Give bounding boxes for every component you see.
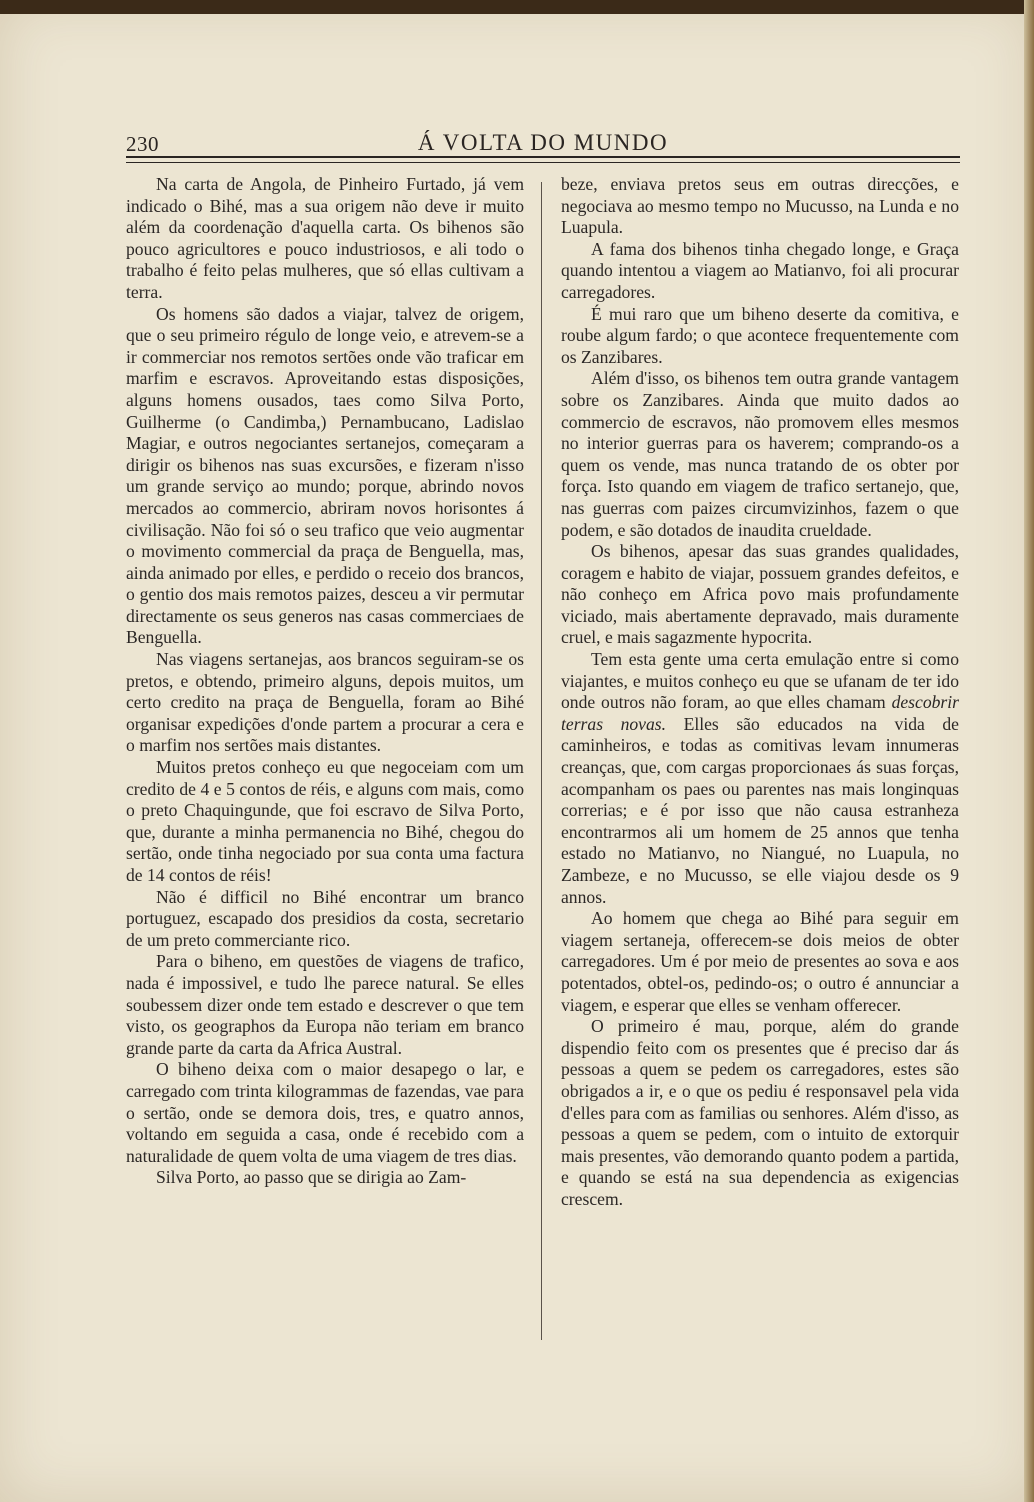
paragraph: Para o biheno, em questões de viagens de trafico, nada é impossivel, e tudo lhe parece natural. Se elles soubessem dizer onde tem estado e descrever o que tem visto, os geographos da Europa não teriam em branco grande parte da carta da Africa Austral. [126,951,524,1058]
paragraph: Muitos pretos conheço eu que negoceiam com um credito de 4 e 5 contos de réis, e alguns com mais, como o preto Chaquingunde, que foi escravo de Silva Porto, que, durante a minha permanencia no Bihé, chegou do sertão, onde tinha negociado por sua conta uma factura de 14 contos de réis! [126,757,524,885]
paragraph: Na carta de Angola, de Pinheiro Furtado, já vem indicado o Bihé, mas a sua origem não deve ir muito além da coordenação d'aquella carta. Os bihenos são pouco agricultores e pouco industriosos, e ali todo o trabalho é feito pelas mulheres, que só ellas cultivam a terra. [126,174,524,302]
running-title: Á VOLTA DO MUNDO [417,130,669,155]
page-header [126,128,960,158]
page-top-edge [0,0,1034,14]
header-rule-thin [126,162,960,163]
paragraph: O biheno deixa com o maior desapego o lar, e carregado com trinta kilogrammas de fazendas, vae para o sertão, onde se demora dois, tres, e quatro annos, voltando em seguida a casa, onde é recebido com a naturalidade de quem volta de uma viagem de tres dias. [126,1059,524,1166]
italic-phrase: descobrir terras novas. [561,692,959,734]
paragraph: O primeiro é mau, porque, além do grande dispendio feito com os presentes que é preciso dar ás pessoas a quem se pedem os carregadores, estes são obrigados a ir, e o que os pediu é responsavel pela vida d'elles para com as familias ou senhores. Além d'isso, as pessoas a quem se pedem, com o intuito de extorquir mais presentes, vão demorando quanto podem a partida, e quando se está na sua dependencia as exigencias crescem. [561,1016,959,1209]
text-run: Elles são educados na vida de caminheiros, e todas as comitivas levam innumeras creanças, que, com cargas proporcionaes ás suas forças, acompanham os paes ou parentes nas mais longinquas correrias; e é por isso que não causa estranheza encontrarmos ali um homem de 25 annos que tenha estado no Matianvo, no Niangué, no Luapula, no Zambeze, e no Mucusso, se elle viajou desde os 9 annos. [561,713,959,907]
paragraph: A fama dos bihenos tinha chegado longe, e Graça quando intentou a viagem ao Matianvo, foi ali procurar carregadores. [561,238,959,302]
paragraph: Ao homem que chega ao Bihé para seguir em viagem sertaneja, offerecem-se dois meios de obter carregadores. Um é por meio de presentes ao sova e aos potentados, obtel-os, pedindo-os; o outro é annunciar a viagem, e esperar que elles se venham offerecer. [561,908,959,1015]
left-column [126,174,524,1189]
column-divider [541,182,542,1340]
page-number: 230 [126,132,159,156]
right-column [561,174,959,1211]
page-right-edge [1024,0,1034,1502]
paragraph: Os homens são dados a viajar, talvez de origem, que o seu primeiro régulo de longe veio, e atrevem-se a ir commerciar nos remotos sertões onde vão traficar em marfim e escravos. Aproveitando estas disposições, alguns homens ousados, taes como Silva Porto, Guilherme (o Candimba,) Pernambucano, Ladislao Magiar, e outros negociantes sertanejos, começaram a dirigir os bihenos nas suas excursões, e fizeram n'isso um grande serviço ao mundo; porque, abrindo novos mercados ao commercio, abriram novos horisontes á civilisação. Não foi só o seu trafico que veio augmentar o movimento commercial da praça de Benguella, mas, ainda animado por elles, e perdido o receio dos brancos, o gentio dos mais remotos paizes, desceu a vir permutar directamente os seus generos nas casas commerciaes de Benguella. [126,303,524,648]
text-run: Tem esta gente uma certa emulação entre si como viajantes, e muitos conheço eu que se ufanam de ter ido onde outros não foram, ao que elles chamam [561,649,959,713]
header-rule-thick [126,156,960,158]
paragraph: Além d'isso, os bihenos tem outra grande vantagem sobre os Zanzibares. Ainda que muito dados ao commercio de escravos, não promovem elles mesmos no interior guerras para os haverem; comprando-os a quem os vende, mas nunca tratando de os obter por força. Isto quando em viagem de trafico sertanejo, que, nas guerras com paizes circumvizinhos, fazem o que podem, e são dotados de inaudita crueldade. [561,368,959,540]
paragraph: É mui raro que um biheno deserte da comitiva, e roube algum fardo; o que acontece frequentemente com os Zanzibares. [561,303,959,367]
paragraph-continuation: beze, enviava pretos seus em outras direcções, e negociava ao mesmo tempo no Mucusso, na Lunda e no Luapula. [561,174,959,238]
paragraph: Os bihenos, apesar das suas grandes qualidades, coragem e habito de viajar, possuem grandes defeitos, e não conheço em Africa povo mais profundamente viciado, mais abertamente depravado, mais duramente cruel, e mais sagazmente hypocrita. [561,541,959,648]
paragraph: Silva Porto, ao passo que se dirigia ao Zam- [156,1167,467,1188]
paragraph-emulation [561,649,959,908]
paragraph: Nas viagens sertanejas, aos brancos seguiram-se os pretos, e obtendo, primeiro alguns, depois muitos, um certo credito na praça de Benguella, foram ao Bihé organisar expedições d'onde partem a procurar a cera e o marfim nos sertões mais distantes. [126,649,524,756]
paragraph: Não é difficil no Bihé encontrar um branco portuguez, escapado dos presidios da costa, secretario de um preto commerciante rico. [126,886,524,950]
